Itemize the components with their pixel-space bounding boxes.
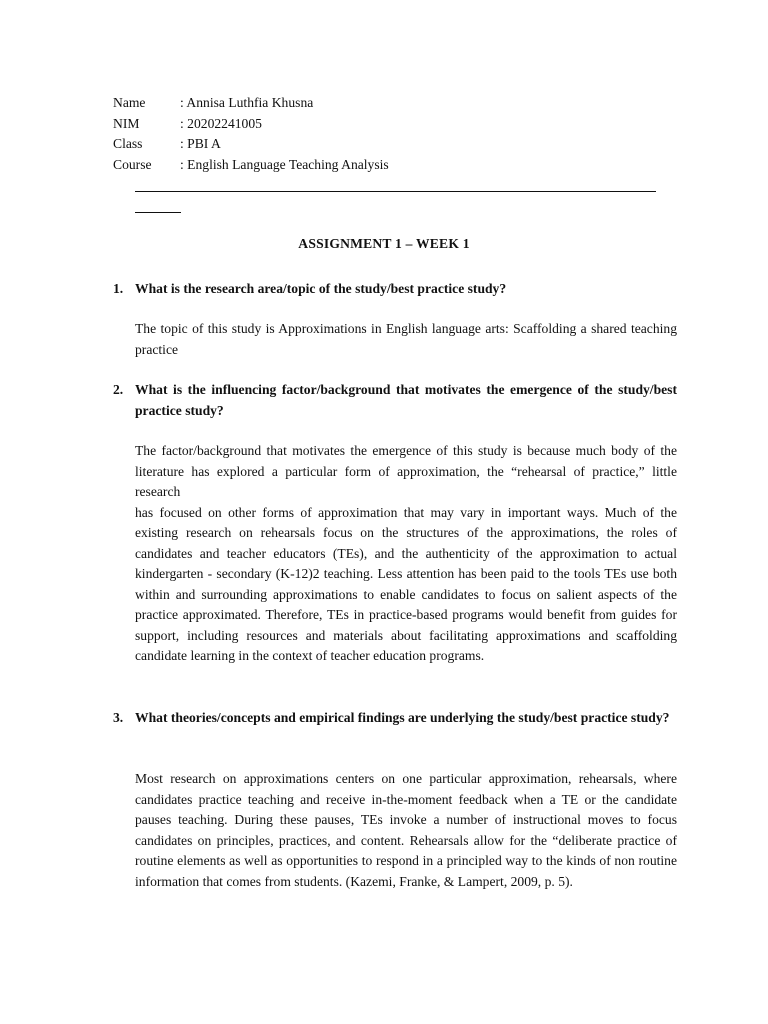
info-row-nim: [113, 114, 389, 135]
answer-3: [135, 769, 677, 892]
question-number: 1.: [113, 281, 124, 296]
question-number: 2.: [113, 382, 124, 397]
info-label: Name: [113, 95, 146, 110]
info-value: : Annisa Luthfia Khusna: [180, 95, 314, 110]
answer-paragraph: The topic of this study is Approximations in English language arts: Scaffolding a shared teaching practice: [135, 321, 677, 357]
info-row-class: [113, 134, 389, 155]
answer-2: [135, 441, 677, 667]
student-info: [113, 93, 389, 175]
answer-1: [135, 319, 677, 360]
question-1: [113, 279, 677, 300]
answer-paragraph: Most research on approximations centers on one particular approximation, rehearsals, where candidates practice teaching and receive in-the-moment feedback when a TE or the candidate pauses teaching. During these pauses, TEs invoke a number of instructional moves to focus candidates on principles, practices, and content. Rehearsals allow for the “deliberate practice of routine elements as well as opportunities to respond in a principled way to the kinds of non routine information that comes from students. (Kazemi, Franke, & Lampert, 2009, p. 5).: [135, 771, 677, 889]
question-text: What is the influencing factor/background that motivates the emergence of the study/best practice study?: [135, 382, 677, 418]
info-row-course: [113, 155, 389, 176]
info-value: : 20202241005: [180, 115, 262, 131]
question-text: What theories/concepts and empirical findings are underlying the study/best practice study?: [135, 710, 670, 725]
info-row-name: [113, 93, 389, 114]
answer-paragraph: The factor/background that motivates the emergence of this study is because much body of the literature has explored a particular form of approximation, the “rehearsal of practice,” little research: [135, 443, 677, 499]
info-value: : English Language Teaching Analysis: [180, 156, 389, 172]
assignment-title: ASSIGNMENT 1 – WEEK 1: [298, 236, 470, 251]
divider-line-short: [135, 212, 181, 213]
info-value: : PBI A: [180, 136, 221, 151]
question-number: 3.: [113, 710, 124, 725]
question-text: What is the research area/topic of the study/best practice study?: [135, 281, 507, 296]
question-2: [113, 380, 677, 421]
info-label: Course: [113, 156, 152, 172]
divider-line: [135, 191, 656, 192]
question-3: [113, 708, 677, 729]
info-label: NIM: [113, 115, 140, 131]
info-label: Class: [113, 136, 143, 151]
answer-paragraph: has focused on other forms of approximation that may vary in important ways. Much of the existing research on rehearsals focus on the structures of the approximations, the roles of candidates and teacher educators (TEs), and the authenticity of the approximation to actual kindergarten - secondary (K-12)2 teaching. Less attention has been paid to the tools TEs use both within and surrounding approximations to enable candidates to focus on salient aspects of the practice approximated. Therefore, TEs in practice-based programs would benefit from guides for support, including resources and materials about facilitating approximations and scaffolding candidate learning in the context of teacher education programs.: [135, 504, 677, 663]
